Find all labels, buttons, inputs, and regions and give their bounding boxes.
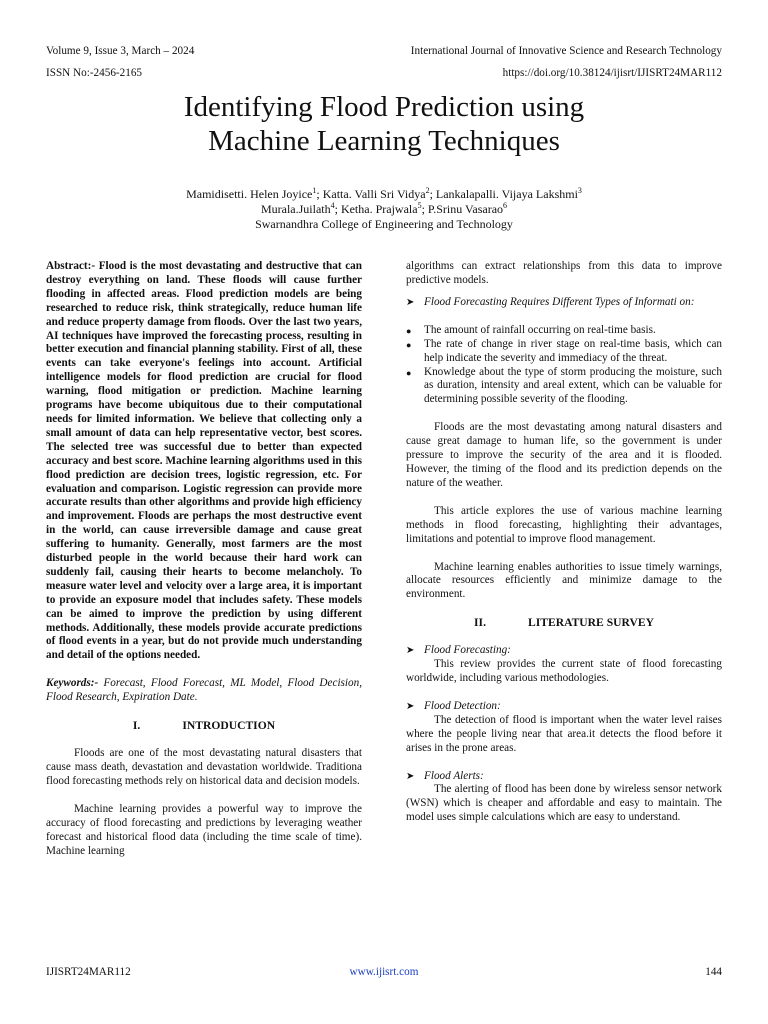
left-column [46, 260, 362, 858]
abstract: Abstract:- Flood is the most devastating and destructive that can destroy everything on land. These floods will cause further flooding in affected areas. Flood prediction models are being researched to reduce risk, think strategically, reduce human life and reduce property damage from floods. Over the last two years, AI techniques have improved the forecasting process, resulting in better execution and financial planning stability. First of all, these events can take everyone's feelings into account. Artificial intelligence models for flood prediction are crucial for flood warning, flood mitigation or prediction. Machine learning programs have become ubiquitous due to their computational needs for limited information. We believe that collecting only a small amount of data can help representative vector, best scores. The selected tree was successful due to better than expected accuracy and best score. Machine learning algorithms used in this flood prediction are decision trees, logistic regression, etc. For evaluation and comparison. Logistic regression can provide more accurate results than other algorithms and provide high efficiency and improvement. Floods are perhaps the most destructive event in the world, can cause irreversible damage and cause great suffering to humanity. Generally, most farmers are the most disturbed people in the world because their hard work can suddenly fail, causing their hearts to become melancholy. To measure water level and velocity over a large area, it is important to provide an exposure model that includes safety. These models can be aimed to improve the prediction by using different methods. Additionally, these models provide accurate predictions of flood events in a year, but do not provide much understanding and detail of the options needed. [46, 260, 362, 662]
title-line-1: Identifying Flood Prediction using [183, 91, 585, 123]
arrow-item-text: Flood Forecasting Requires Different Types of Informati on: [424, 295, 695, 308]
section-heading-introduction [46, 719, 362, 733]
list-item [406, 338, 722, 366]
spacer [406, 630, 722, 644]
spacer [46, 705, 362, 719]
author-affil-mark: 2 [425, 186, 430, 195]
spacer [406, 310, 722, 324]
author-affil-mark: 5 [417, 201, 422, 210]
spacer [406, 407, 722, 421]
section-number: II. [474, 616, 486, 630]
author-affil-mark: 1 [312, 186, 317, 195]
author-name: ; Lankalapalli. Vijaya Lakshmi [429, 187, 578, 201]
arrow-bullet-icon: ➤ [406, 296, 415, 308]
section-number: I. [132, 719, 141, 733]
arrow-bullet-icon: ➤ [406, 700, 415, 712]
affiliation: Swarnandhra College of Engineering and Technology [255, 217, 513, 231]
keywords [46, 677, 362, 705]
author-affil-mark: 6 [503, 201, 508, 210]
spacer [406, 686, 722, 700]
paper-title [0, 90, 768, 158]
author-name: ; Katta. Valli Sri Vidya [316, 187, 426, 201]
journal-website-link[interactable]: www.ijisrt.com [349, 966, 419, 978]
author-line-1 [0, 187, 768, 202]
body-paragraph-1: Floods are the most devastating among natural disasters and cause great damage to human life, so the government is under pressure to improve the security of the area and it is flooded. However, the timing of the flood and its prediction depends on the nature of the weather. [406, 421, 722, 489]
list-item [406, 324, 722, 338]
subsection-title: Flood Forecasting: [424, 644, 511, 657]
author-name: Murala.Juilath [260, 202, 331, 216]
bullet-dot-icon: ● [406, 339, 412, 350]
author-name: ; P.Srinu Vasarao [421, 202, 504, 216]
subsection-title: Flood Detection: [424, 699, 501, 712]
right-column [406, 260, 722, 825]
spacer [406, 602, 722, 616]
list-item-text: The rate of change in river stage on real-time basis, which can help indicate the severity and immediacy of the threat. [424, 337, 722, 364]
author-block [0, 187, 768, 232]
subsection-title: Flood Alerts: [424, 769, 484, 782]
article-id: IJISRT24MAR112 [46, 966, 131, 978]
volume-issue: Volume 9, Issue 3, March – 2024 [46, 45, 195, 57]
arrow-bullet-icon: ➤ [406, 645, 415, 657]
subsection-flood-alerts [406, 770, 722, 784]
spacer [406, 288, 722, 296]
spacer [406, 547, 722, 561]
list-item [406, 366, 722, 408]
intro-paragraph-2: Machine learning provides a powerful way to improve the accuracy of flood forecasting and predictions by leveraging weather forecast and historical flood data (including the time scale of time). Machine learning [46, 802, 362, 857]
author-affil-mark: 4 [330, 201, 335, 210]
keywords-text: Forecast, Flood Forecast, ML Model, Flood Decision, Flood Research, Expiration Date. [46, 677, 362, 704]
issn: ISSN No:-2456-2165 [46, 67, 143, 79]
spacer [46, 663, 362, 677]
spacer [406, 491, 722, 505]
spacer [406, 756, 722, 770]
author-line-2 [0, 202, 768, 217]
subsection-flood-detection [406, 700, 722, 714]
body-paragraph-3: Machine learning enables authorities to issue timely warnings, allocate resources efficiently and minimize damage to the environment. [406, 560, 722, 601]
bullet-dot-icon: ● [406, 325, 412, 336]
bullet-dot-icon: ● [406, 367, 412, 378]
list-item-text: Knowledge about the type of storm producing the moisture, such as duration, intensity and areal extent, which can be valuable for determining possible severity of the flooding. [424, 365, 722, 406]
arrow-list-item [406, 296, 722, 310]
intro-paragraph-1: Floods are one of the most devastating natural disasters that cause mass death, devastation and devastation worldwide. Traditiona flood forecasting methods rely on historical data and decision models. [46, 747, 362, 787]
list-item-text: The amount of rainfall occurring on real-time basis. [424, 323, 656, 336]
section-title: INTRODUCTION [182, 719, 276, 733]
page-number: 144 [705, 966, 722, 978]
author-affil-mark: 3 [577, 186, 582, 195]
spacer [46, 789, 362, 803]
spacer [46, 733, 362, 747]
author-name: Mamidisetti. Helen Joyice [186, 187, 313, 201]
journal-name: International Journal of Innovative Science and Research Technology [410, 45, 722, 57]
subsection-text: This review provides the current state of flood forecasting worldwide, including various methodologies. [406, 658, 722, 685]
section-heading-literature-survey [406, 616, 722, 630]
doi-link[interactable]: https://doi.org/10.38124/ijisrt/IJISRT24MAR112 [502, 67, 722, 79]
bullet-list [406, 324, 722, 408]
section-title: LITERATURE SURVEY [527, 616, 654, 630]
author-name: ; Ketha. Prajwala [334, 202, 418, 216]
subsection-text: The detection of flood is important when the water level raises where the people living near that area.it detects the flood before it arises in the prone areas. [406, 713, 722, 754]
subsection-flood-forecasting [406, 644, 722, 658]
continued-paragraph: algorithms can extract relationships from this data to improve predictive models. [406, 260, 722, 286]
arrow-bullet-icon: ➤ [406, 770, 415, 782]
title-line-2: Machine Learning Techniques [208, 125, 560, 157]
keywords-label: Keywords:- [46, 677, 99, 690]
body-paragraph-2: This article explores the use of various machine learning methods in flood forecasting, highlighting their advantages, limitations and potential to improve flood management. [406, 504, 722, 545]
subsection-text: The alerting of flood has been done by wireless sensor network (WSN) which is cheaper and affordable and easy to maintain. The model uses simple calculations which are easy to understand. [406, 783, 722, 824]
